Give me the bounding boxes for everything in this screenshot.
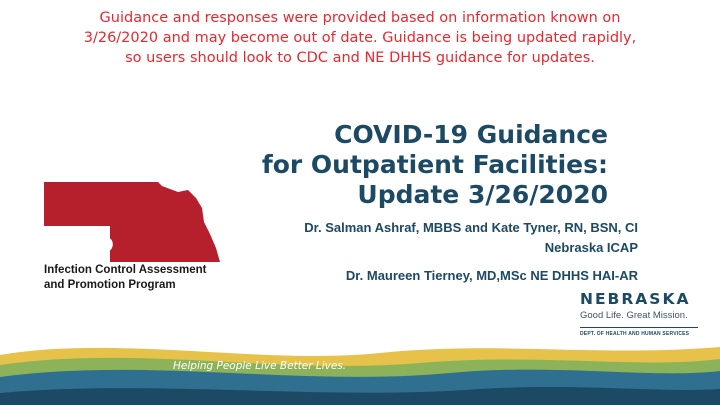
disclaimer-line: so users should look to CDC and NE DHHS guidance for updates. <box>125 50 595 66</box>
icap-program-name <box>44 263 254 293</box>
nebraska-dept: DEPT. OF HEALTH AND HUMAN SERVICES <box>580 331 690 337</box>
footer-waves <box>0 335 720 405</box>
footer-slogan: Helping People Live Better Lives. <box>173 360 347 372</box>
nebraska-wordmark: NEBRASKA <box>580 290 691 308</box>
title-line: for Outpatient Facilities: <box>261 150 608 179</box>
icap-acronym: ICAP <box>38 230 113 267</box>
disclaimer-line: Guidance and responses were provided based on information known on <box>99 10 621 26</box>
disclaimer-text <box>60 8 660 68</box>
title-line: Update 3/26/2020 <box>357 180 608 209</box>
program-line: Infection Control Assessment <box>44 264 207 276</box>
author-line: Dr. Salman Ashraf, MBBS and Kate Tyner, RN, BSN, CI <box>304 220 638 235</box>
program-line: and Promotion Program <box>44 279 176 291</box>
nebraska-dhhs-logo <box>580 290 698 337</box>
author-line: Dr. Maureen Tierney, MD,MSc NE DHHS HAI-AR <box>345 268 638 283</box>
nebraska-tagline: Good Life. Great Mission. <box>580 310 688 321</box>
slide-title <box>188 120 608 210</box>
author-affiliation: Nebraska ICAP <box>544 240 638 255</box>
divider <box>580 327 698 328</box>
authors-block <box>198 218 638 286</box>
title-line: COVID-19 Guidance <box>334 120 608 149</box>
disclaimer-line: 3/26/2020 and may become out of date. Guidance is being updated rapidly, <box>83 30 637 46</box>
